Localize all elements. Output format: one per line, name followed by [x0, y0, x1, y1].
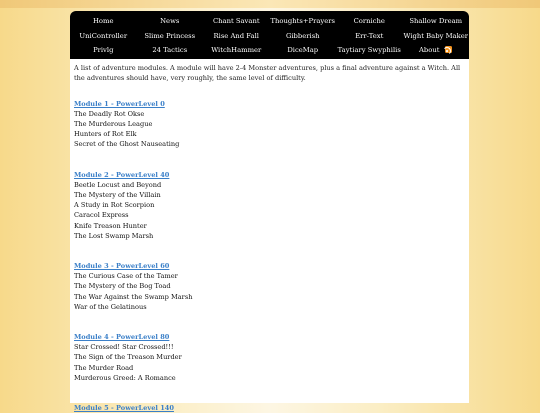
adventure-item: Murderous Greed: A Romance	[74, 373, 176, 382]
adventure-item: The Mystery of the Villain	[74, 190, 161, 199]
intro-text: A list of adventure modules. A module will have 2-4 Monster adventures, plus a final adventure against a Witch. All the adventures should have, very roughly, the same level of difficulty.	[74, 63, 461, 82]
adventure-item: A Study in Rot Scorpion	[74, 201, 155, 210]
nav-24-tactics[interactable]: 24 Tactics	[152, 46, 188, 54]
nav-thoughts-prayers[interactable]: Thoughts+Prayers	[270, 17, 335, 25]
nav-slime-princess[interactable]: Slime Princess	[144, 31, 196, 40]
module-title-link[interactable]: Module 4 - PowerLevel 80	[74, 332, 170, 341]
adventure-item: Star Crossed! Star Crossed!!!	[74, 343, 174, 352]
module-title-link[interactable]: Module 1 - PowerLevel 0	[74, 99, 165, 108]
adventure-item: War of the Gelatinous	[74, 302, 147, 311]
module-section	[74, 332, 465, 383]
module-title-link[interactable]: Module 3 - PowerLevel 60	[74, 261, 170, 270]
nav-dicemap[interactable]: DiceMap	[287, 46, 319, 54]
nav-about[interactable]	[403, 43, 470, 58]
nav-corniche[interactable]: Corniche	[353, 17, 385, 25]
nav-privlg[interactable]: Privlg	[93, 46, 114, 54]
nav-row-3	[70, 43, 469, 58]
adventure-item: The Lost Swamp Marsh	[74, 231, 154, 240]
adventure-item: Hunters of Rot Elk	[74, 130, 137, 139]
nav-err-text[interactable]: Err-Text	[355, 31, 384, 40]
adventure-item: The Deadly Rot Okse	[74, 109, 145, 118]
top-gradient-strip	[0, 0, 540, 8]
nav-row-2	[70, 29, 469, 44]
main-navigation	[70, 11, 469, 59]
module-title-link[interactable]: Module 2 - PowerLevel 40	[74, 170, 170, 179]
adventure-item: The Curious Case of the Tamer	[74, 272, 178, 281]
module-section	[74, 261, 465, 312]
nav-rise-and-fall[interactable]: Rise And Fall	[213, 31, 259, 40]
module-title-link[interactable]: Module 5 - PowerLevel 140	[74, 403, 174, 412]
module-section	[74, 99, 465, 150]
adventure-item: The War Against the Swamp Marsh	[74, 292, 193, 301]
nav-about-label: About	[419, 46, 440, 54]
nav-taytiary-swyphilis[interactable]: Taytiary Swyphilis	[337, 46, 401, 54]
adventure-item: Beetle Locust and Beyond	[74, 180, 162, 189]
nav-gibberish[interactable]: Gibberish	[285, 31, 320, 40]
adventure-item: Secret of the Ghost Nauseating	[74, 140, 180, 149]
module-section	[74, 403, 465, 413]
adventure-item: Caracol Express	[74, 211, 129, 220]
nav-news[interactable]: News	[160, 17, 180, 25]
adventure-item: Knife Treason Hunter	[74, 221, 147, 230]
nav-chant-savant[interactable]: Chant Savant	[212, 17, 260, 25]
nav-unicontroller[interactable]: UniController	[79, 31, 128, 40]
rss-icon[interactable]	[445, 46, 452, 53]
page-container	[70, 11, 469, 412]
nav-row-1	[70, 14, 469, 29]
adventure-item: The Murder Road	[74, 363, 134, 372]
main-content	[70, 59, 469, 412]
adventure-item: The Murderous League	[74, 119, 153, 128]
adventure-item: The Mystery of the Bog Toad	[74, 282, 171, 291]
module-section	[74, 170, 465, 241]
nav-home[interactable]: Home	[93, 17, 114, 25]
nav-wight-baby-maker[interactable]: Wight Baby Maker	[403, 31, 468, 40]
nav-witchhammer[interactable]: WitchHammer	[211, 46, 262, 54]
adventure-item: The Sign of the Treason Murder	[74, 353, 182, 362]
nav-shallow-dream[interactable]: Shallow Dream	[409, 17, 463, 25]
